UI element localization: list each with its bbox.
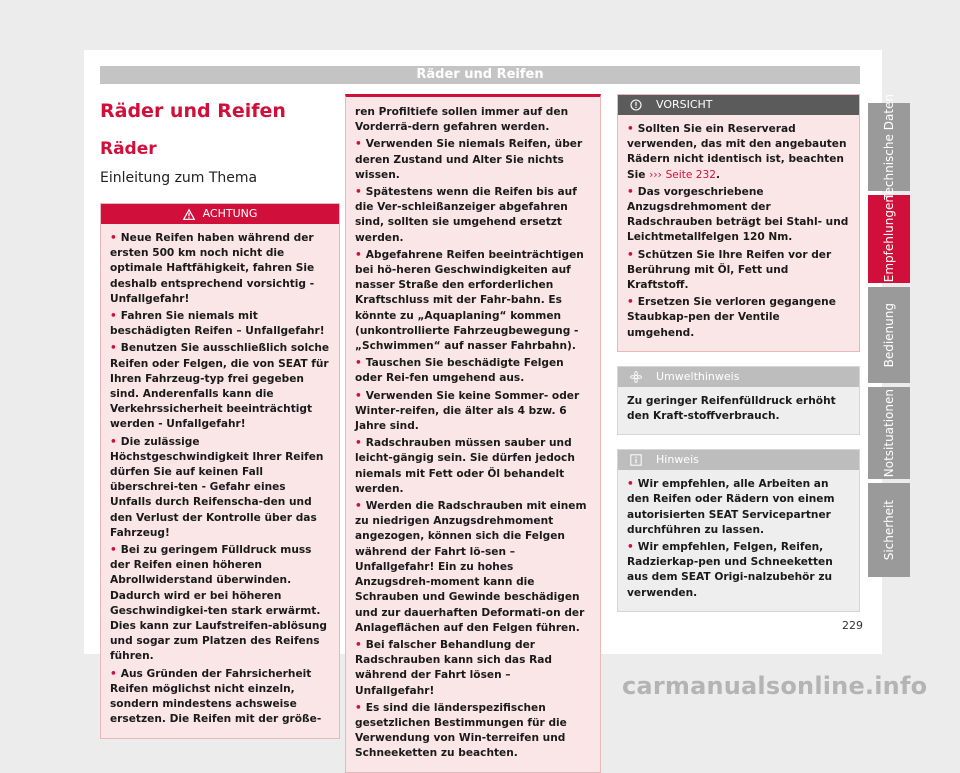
caution-item-end: .	[716, 168, 721, 181]
column-right	[617, 94, 860, 612]
environment-flower-icon	[630, 371, 642, 383]
note-label: Hinweis	[656, 453, 699, 467]
environment-body	[618, 387, 859, 434]
warning-item: • Abgefahrene Reifen beeinträchtigen bei hö-heren Geschwindigkeiten auf nasser Straße den erforderlichen Kraftschluss mit der Fahr-bahn. Es könnte zu „Aquaplaning“ kommen (unkontrollierte Fahrzeugbewegung - „Schwimmen“ auf nasser Fahrbahn).	[355, 248, 591, 354]
warning-continued-body	[346, 97, 600, 772]
caution-item: • Schützen Sie Ihre Reifen vor der Berührung mit Öl, Fett und Kraftstoff.	[627, 248, 850, 294]
caution-box	[617, 94, 860, 352]
warning-item: • Neue Reifen haben während der ersten 500 km noch nicht die optimale Haftfähigkeit, fahren Sie deshalb entsprechend vorsichtig - Unfallgefahr!	[110, 231, 330, 307]
note-header	[618, 450, 859, 470]
warning-triangle-icon	[183, 209, 195, 220]
warning-continued-intro: ren Profiltiefe sollen immer auf den Vorderrä-dern gefahren werden.	[355, 106, 569, 134]
note-item: • Wir empfehlen, alle Arbeiten an den Reifen oder Rädern von einem autorisierten SEAT Servicepartner durchführen zu lassen.	[627, 477, 850, 538]
warning-item: • Bei falscher Behandlung der Radschrauben kann sich das Rad während der Fahrt lösen – Unfallgefahr!	[355, 638, 591, 699]
tab-bedienung[interactable]	[868, 287, 910, 383]
caution-body	[618, 115, 859, 351]
chapter-tabs	[868, 94, 910, 581]
tab-technische-daten[interactable]	[868, 94, 910, 200]
caution-item-text: Sollten Sie ein Reserverad verwenden, das mit den angebauten Rädern nicht identisch ist, beachten Sie	[627, 123, 847, 181]
caution-label: VORSICHT	[656, 98, 713, 111]
tab-label: Bedienung	[882, 302, 896, 368]
warning-item: • Spätestens wenn die Reifen bis auf die Ver-schleißanzeiger abgefahren sind, sollten sie umgehend ersetzt werden.	[355, 185, 591, 246]
page-number: 229	[842, 619, 863, 632]
warning-body	[101, 224, 339, 738]
column-left	[100, 100, 340, 739]
tab-label: Empfehlungen	[882, 195, 896, 283]
warning-item: • Aus Gründen der Fahrsicherheit Reifen möglichst nicht einzeln, sondern mindestens achsweise ersetzen. Die Reifen mit der größe-	[110, 667, 330, 728]
topic-title: Einleitung zum Thema	[100, 170, 258, 186]
warning-item: • Radschrauben müssen sauber und leicht-gängig sein. Sie dürfen jedoch niemals mit Fett oder Öl behandelt werden.	[355, 436, 591, 497]
watermark: carmanualsonline.info	[622, 672, 928, 700]
warning-item: • Es sind die länderspezifischen gesetzlichen Bestimmungen für die Verwendung von Win-terreifen und Schneeketten zu beachten.	[355, 701, 591, 762]
warning-item: • Verwenden Sie niemals Reifen, über deren Zustand und Alter Sie nichts wissen.	[355, 137, 591, 183]
note-box	[617, 449, 860, 612]
info-icon	[630, 454, 642, 466]
warning-label: ACHTUNG	[202, 207, 258, 220]
warning-item: • Benutzen Sie ausschließlich solche Reifen oder Felgen, die von SEAT für Ihren Fahrzeug-typ frei gegeben sind. Anderenfalls kann die Verkehrssicherheit beeinträchtigt werden - Unfallgefahr!	[110, 341, 330, 432]
environment-label: Umwelthinweis	[656, 369, 740, 383]
column-middle	[345, 94, 601, 773]
warning-item: • Werden die Radschrauben mit einem zu niedrigen Anzugsdrehmoment angezogen, können sich die Felgen während der Fahrt lö-sen – Unfallgefahr! Ein zu hohes Anzugsdreh-moment kann die Schrauben und Gewinde beschädigen und zur dauerhaften Deformati-on der Anlageflächen auf den Felgen führen.	[355, 499, 591, 636]
caution-item: • Ersetzen Sie verloren gegangene Staubkap-pen der Ventile umgehend.	[627, 295, 850, 341]
note-item: • Wir empfehlen, Felgen, Reifen, Radzierkap-pen und Schneeketten aus dem SEAT Origi-nalzubehör zu verwenden.	[627, 540, 850, 601]
warning-box	[100, 203, 340, 739]
caution-header	[618, 95, 859, 115]
warning-item: • Bei zu geringem Fülldruck muss der Reifen einen höheren Abrollwiderstand überwinden. Dadurch wird er bei höheren Geschwindigkei-ten stark erwärmt. Dies kann zur Laufstreifen-ablösung und sogar zum Platzen des Reifens führen.	[110, 543, 330, 665]
tab-sicherheit[interactable]	[868, 483, 910, 577]
caution-item	[627, 122, 850, 183]
warning-header	[101, 204, 339, 224]
exclamation-circle-icon	[630, 99, 642, 111]
environment-box	[617, 366, 860, 435]
tab-label: Notsituationen	[882, 388, 896, 478]
warning-continued-box	[345, 94, 601, 773]
warning-item: • Verwenden Sie keine Sommer- oder Winter-reifen, die älter als 4 bzw. 6 Jahre sind.	[355, 389, 591, 435]
tab-label: Sicherheit	[882, 499, 896, 561]
page-header: Räder und Reifen	[100, 66, 860, 84]
tab-notsituationen[interactable]	[868, 387, 910, 479]
warning-item: • Die zulässige Höchstgeschwindigkeit Ihrer Reifen dürfen Sie auf keinen Fall überschrei-ten - Gefahr eines Unfalls durch Reifenscha-den und den Verlust der Kontrolle über das Fahrzeug!	[110, 435, 330, 541]
environment-text: Zu geringer Reifenfülldruck erhöht den Kraft-stoffverbrauch.	[627, 394, 836, 423]
warning-item: • Fahren Sie niemals mit beschädigten Reifen – Unfallgefahr!	[110, 309, 330, 339]
note-body	[618, 470, 859, 611]
environment-header	[618, 367, 859, 387]
caution-item: • Das vorgeschriebene Anzugsdrehmoment der Radschrauben beträgt bei Stahl- und Leichtmetallfelgen 120 Nm.	[627, 185, 850, 246]
warning-item: • Tauschen Sie beschädigte Felgen oder Rei-fen umgehend aus.	[355, 356, 591, 386]
section-title: Räder	[100, 139, 157, 159]
tab-empfehlungen[interactable]	[868, 195, 910, 283]
tab-label: Technische Daten	[882, 94, 896, 200]
page-ref-arrow: ›››	[649, 168, 662, 181]
page-title: Räder und Reifen	[100, 100, 286, 122]
page-ref-link[interactable]: Seite 232	[665, 168, 717, 181]
